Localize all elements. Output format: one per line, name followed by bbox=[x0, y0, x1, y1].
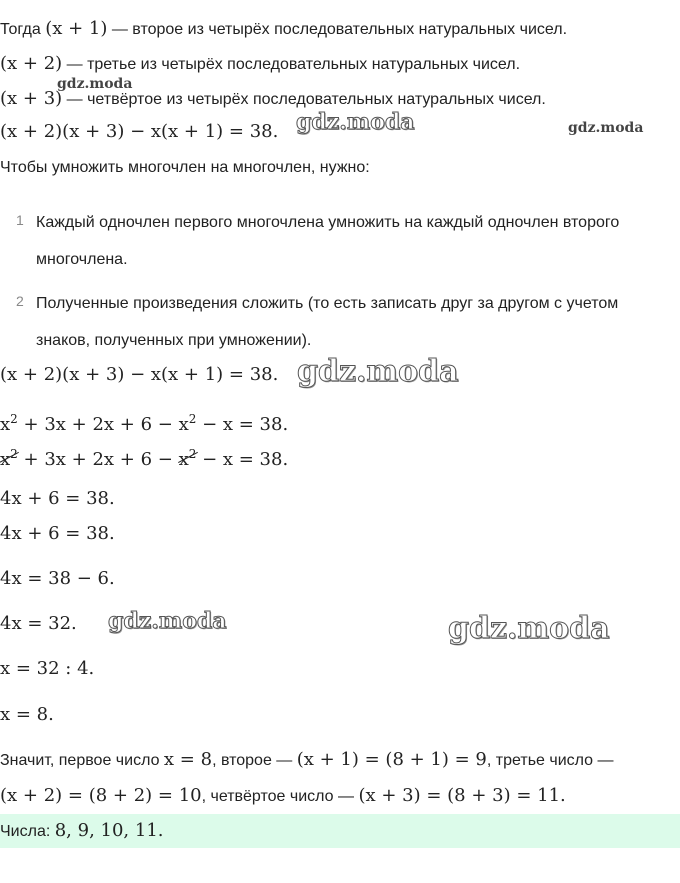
text-line-1: Тогда (x + 1) — второе из четырёх последовательных натуральных чисел. bbox=[0, 18, 568, 39]
cancelled-term: $x^2$ bbox=[179, 443, 197, 471]
equation-repeat: (x + 2)(x + 3) − x(x + 1) = 38. bbox=[0, 364, 279, 385]
equation-step: x = 8. bbox=[0, 704, 54, 725]
watermark-logo: gdz.moda bbox=[297, 354, 459, 389]
rule-intro: Чтобы умножить многочлен на многочлен, нужно: bbox=[0, 159, 370, 176]
answer: Числа: 8, 9, 10, 11. bbox=[0, 820, 164, 841]
conclusion-line-1: Значит, первое число x = 8, второе — (x + 1) = (8 + 1) = 9, третье число — bbox=[0, 749, 614, 770]
answer-box bbox=[0, 814, 680, 848]
watermark-logo: gdz.moda bbox=[296, 109, 415, 135]
equation-step: 4x + 6 = 38. bbox=[0, 523, 115, 544]
cancelled-term: $x^2$ bbox=[0, 443, 18, 471]
equation-step: 4x = 38 − 6. bbox=[0, 568, 115, 589]
equation-step: 4x + 6 = 38. bbox=[0, 488, 115, 509]
text-line-3: (x + 3) — четвёртое из четырёх последовательных натуральных чисел. bbox=[0, 88, 546, 109]
equation-step: x = 32 : 4. bbox=[0, 658, 95, 679]
watermark-logo: gdz.moda bbox=[568, 120, 644, 136]
conclusion-line-2: (x + 2) = (8 + 2) = 10, четвёртое число — (x + 3) = (8 + 3) = 11. bbox=[0, 785, 566, 806]
watermark-logo: gdz.moda bbox=[448, 611, 610, 646]
watermark-logo: gdz.moda bbox=[57, 76, 133, 92]
equation-step: 4x = 32. bbox=[0, 613, 77, 634]
watermark-logo: gdz.moda bbox=[108, 608, 227, 634]
equation-main: (x + 2)(x + 3) − x(x + 1) = 38. bbox=[0, 121, 279, 142]
text-line-2: (x + 2) — третье из четырёх последовательных натуральных чисел. bbox=[0, 53, 521, 74]
equation-expanded: $x^2 + 3x + 2x + 6 - x^2 - x = 38$. bbox=[0, 412, 289, 435]
equation-crossed: $x^2 + 3x + 2x + 6 - x^2 - x = 38$. bbox=[0, 443, 288, 471]
